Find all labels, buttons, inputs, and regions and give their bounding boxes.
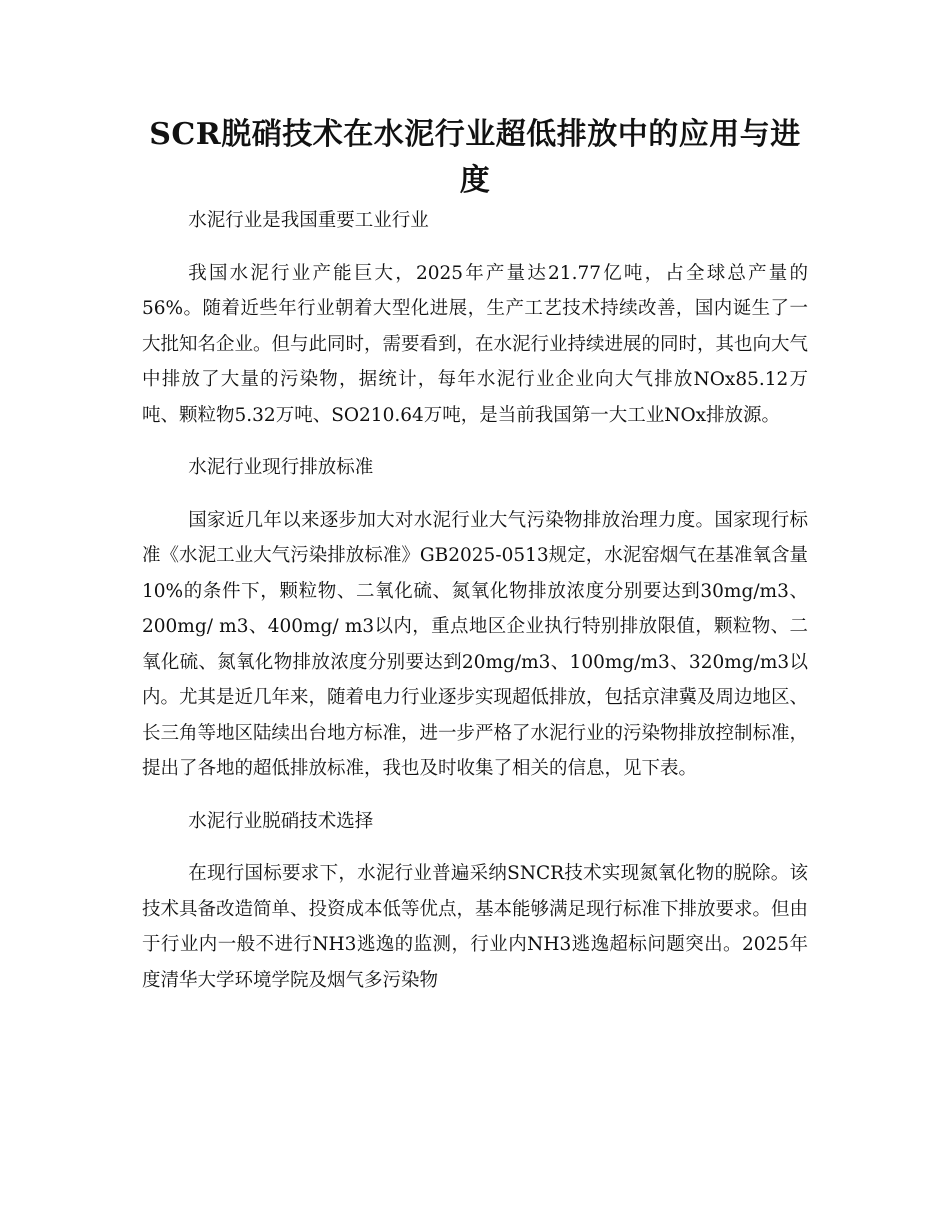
- document-title: SCR脱硝技术在水泥行业超低排放中的应用与进度: [149, 117, 801, 198]
- section-heading-denitration-technology: 水泥行业脱硝技术选择: [188, 810, 374, 832]
- document-body: [142, 203, 808, 1015]
- section-heading-industry-importance: 水泥行业是我国重要工业行业: [188, 210, 429, 231]
- paragraph-emission-standards: 国家近几年以来逐步加大对水泥行业大气污染物排放治理力度。国家现行标准《水泥工业大气污染排放标准》GB2025-0513规定，水泥窑烟气在基准氧含量10%的条件下，颗粒物、二氧化硫、氮氧化物排放浓度分别要达到30mg/m3、200mg/ m3、400mg/ m3以内，重点地区企业执行特别排放限值，颗粒物、二氧化硫、氮氧化物排放浓度分别要达到20mg/m3、100mg/m3、320mg/m3以内。尤其是近几年来，随着电力行业逐步实现超低排放，包括京津冀及周边地区、长三角等地区陆续出台地方标准，进一步严格了水泥行业的污染物排放控制标准，提出了各地的超低排放标准，我也及时收集了相关的信息，见下表。: [142, 509, 809, 779]
- paragraph-industry-capacity: 我国水泥行业产能巨大，2025年产量达21.77亿吨，占全球总产量的56%。随着近些年行业朝着大型化进展，生产工艺技术持续改善，国内诞生了一大批知名企业。但与此同时，需要看到，在水泥行业持续进展的同时，其也向大气中排放了大量的污染物，据统计，每年水泥行业企业向大气排放NOx85.12万吨、颗粒物5.32万吨、SO210.64万吨，是当前我国第一大工业NOx排放源。: [142, 262, 809, 426]
- paragraph-denitration-technology: 在现行国标要求下，水泥行业普遍采纳SNCR技术实现氮氧化物的脱除。该技术具备改造简单、投资成本低等优点，基本能够满足现行标准下排放要求。但由于行业内一般不进行NH3逃逸的监测，行业内NH3逃逸超标问题突出。2025年度清华大学环境学院及烟气多污染物: [142, 863, 809, 991]
- section-heading-emission-standards: 水泥行业现行排放标准: [188, 457, 374, 478]
